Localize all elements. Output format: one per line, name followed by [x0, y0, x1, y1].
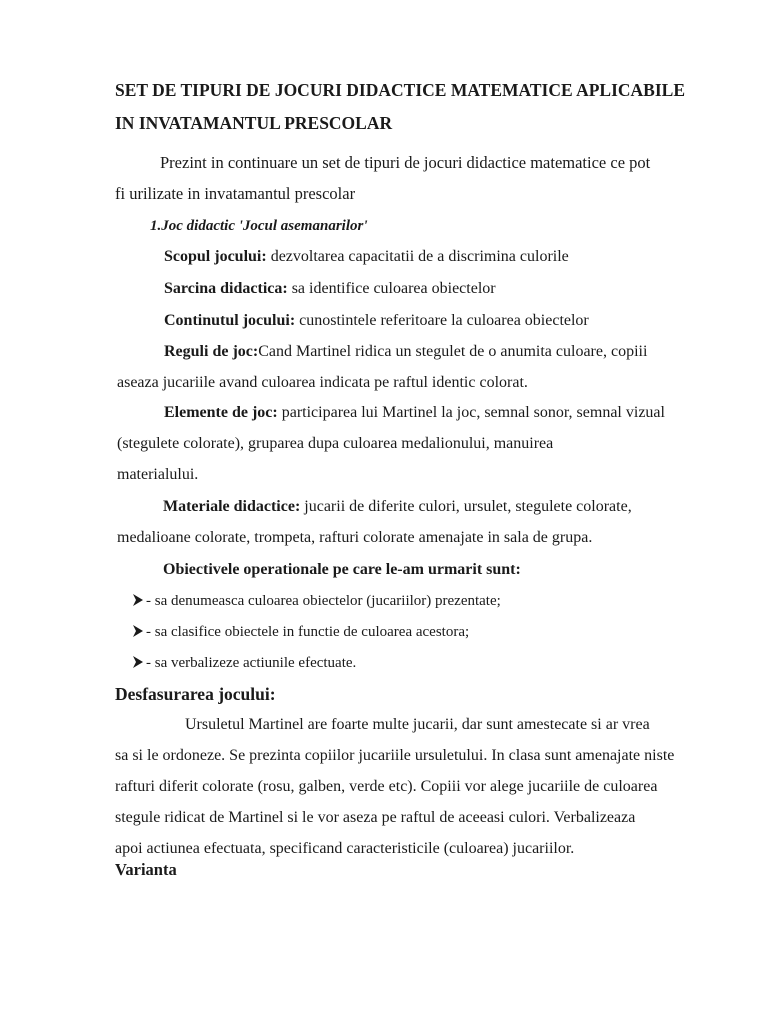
objective-text: - sa denumeasca culoarea obiectelor (jucariilor) prezentate;	[146, 593, 501, 609]
objective-text: - sa verbalizeze actiunile efectuate.	[146, 655, 357, 671]
intro-line-2: fi urilizate in invatamantul prescolar	[115, 184, 356, 203]
scope-line	[164, 247, 569, 267]
task-label: Sarcina didactica:	[164, 280, 288, 297]
variant-heading: Varianta	[115, 860, 177, 879]
materials-text-1: jucarii de diferite culori, ursulet, stegulete colorate,	[300, 498, 632, 515]
arrow-bullet-icon	[133, 656, 143, 668]
arrow-bullet-icon	[133, 625, 143, 637]
procedure-heading: Desfasurarea jocului:	[115, 684, 276, 704]
elements-text-1: participarea lui Martinel la joc, semnal sonor, semnal vizual	[277, 404, 665, 421]
objectives-heading: Obiectivele operationale pe care le-am urmarit sunt:	[163, 561, 521, 578]
objective-item	[133, 653, 356, 673]
procedure-line: stegule ridicat de Martinel si le vor aseza pe raftul de aceeasi culori. Verbalizeaza	[115, 809, 636, 826]
scope-text: dezvoltarea capacitatii de a discrimina culorile	[266, 248, 569, 265]
scope-label: Scopul jocului:	[164, 248, 267, 265]
elements-line-3: materialului.	[117, 466, 199, 483]
procedure-line: Ursuletul Martinel are foarte multe jucarii, dar sunt amestecate si ar vrea	[185, 716, 650, 733]
objective-item	[133, 591, 501, 611]
rules-label: Reguli de joc:	[164, 343, 259, 360]
task-line	[164, 279, 496, 299]
content-text: cunostintele referitoare la culoarea obiectelor	[295, 312, 589, 329]
elements-line-2: (stegulete colorate), gruparea dupa culoarea medalionului, manuirea	[117, 435, 554, 452]
title-line-1: SET DE TIPURI DE JOCURI DIDACTICE MATEMATICE APLICABILE	[115, 80, 685, 100]
rules-line-1	[164, 342, 647, 362]
task-text: sa identifice culoarea obiectelor	[287, 280, 496, 297]
intro-line-1: Prezint in continuare un set de tipuri de jocuri didactice matematice ce pot	[160, 153, 651, 172]
materials-label: Materiale didactice:	[163, 498, 301, 515]
procedure-line: rafturi diferit colorate (rosu, galben, verde etc). Copiii vor alege jucariile de culoarea	[115, 778, 658, 795]
materials-line-1	[163, 497, 632, 517]
content-label: Continutul jocului:	[164, 312, 296, 329]
procedure-line: apoi actiunea efectuata, specificand caracteristicile (culoarea) jucariilor.	[115, 840, 575, 857]
procedure-line: sa si le ordoneze. Se prezinta copiilor jucariile ursuletului. In clasa sunt amenajate niste	[115, 747, 675, 764]
materials-line-2: medalioane colorate, trompeta, rafturi colorate amenajate in sala de grupa.	[117, 529, 593, 546]
objective-item	[133, 622, 469, 642]
title-line-2: IN INVATAMANTUL PRESCOLAR	[115, 113, 393, 133]
rules-line-2: aseaza jucariile avand culoarea indicata pe raftul identic colorat.	[117, 374, 528, 391]
elements-line-1	[164, 403, 665, 423]
content-line	[164, 311, 589, 331]
rules-text-1: Cand Martinel ridica un stegulet de o anumita culoare, copiii	[258, 343, 648, 360]
objective-text: - sa clasifice obiectele in functie de culoarea acestora;	[146, 624, 470, 640]
elements-label: Elemente de joc:	[164, 404, 278, 421]
game-heading: 1.Joc didactic 'Jocul asemanarilor'	[150, 218, 368, 234]
arrow-bullet-icon	[133, 594, 143, 606]
